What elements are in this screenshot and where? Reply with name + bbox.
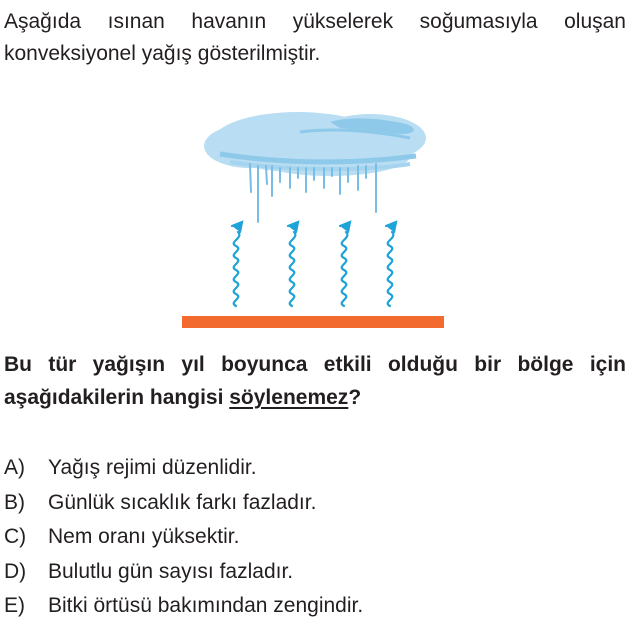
answer-options — [4, 451, 626, 624]
option-text: Günlük sıcaklık farkı fazladır. — [48, 490, 317, 514]
rising-air-arrow — [340, 222, 350, 306]
option-b[interactable] — [4, 486, 626, 521]
option-text: Yağış rejimi düzenlidir. — [48, 456, 257, 479]
option-letter: D) — [4, 559, 27, 583]
option-e[interactable] — [4, 589, 626, 624]
question-line-2-prefix: aşağıdakilerin hangisi — [4, 386, 230, 409]
rising-air-arrow — [386, 222, 396, 306]
rising-air-arrows — [232, 222, 396, 306]
question-stem — [4, 348, 626, 414]
question-line-2 — [4, 381, 626, 414]
intro-line-1: Aşağıda ısınan havanın yükselerek soğumasıyla oluşan — [4, 10, 626, 33]
option-letter: C) — [4, 525, 27, 548]
option-text: Nem oranı yüksektir. — [48, 525, 240, 548]
rain-drops — [250, 164, 376, 222]
question-intro — [4, 6, 626, 70]
question-emphasis: söylenemez — [229, 386, 349, 409]
option-letter: A) — [4, 456, 25, 479]
option-c[interactable] — [4, 520, 626, 555]
intro-line-2: konveksiyonel yağış gösterilmiştir. — [4, 42, 321, 65]
question-line-2-suffix: ? — [348, 386, 362, 409]
cloud-icon — [204, 112, 426, 176]
option-d[interactable] — [4, 555, 626, 590]
option-a[interactable] — [4, 451, 626, 486]
convection-rain-figure — [180, 104, 446, 332]
rising-air-arrow — [232, 222, 242, 306]
option-text: Bitki örtüsü bakımından zengindir. — [48, 594, 364, 617]
option-text: Bulutlu gün sayısı fazladır. — [48, 559, 294, 583]
question-line-1: Bu tür yağışın yıl boyunca etkili olduğu bir bölge için — [4, 353, 626, 376]
ground-surface — [182, 316, 444, 328]
convection-rain-illustration — [180, 104, 446, 332]
option-letter: B) — [4, 490, 25, 514]
rising-air-arrow — [288, 222, 298, 306]
option-letter: E) — [4, 594, 25, 617]
